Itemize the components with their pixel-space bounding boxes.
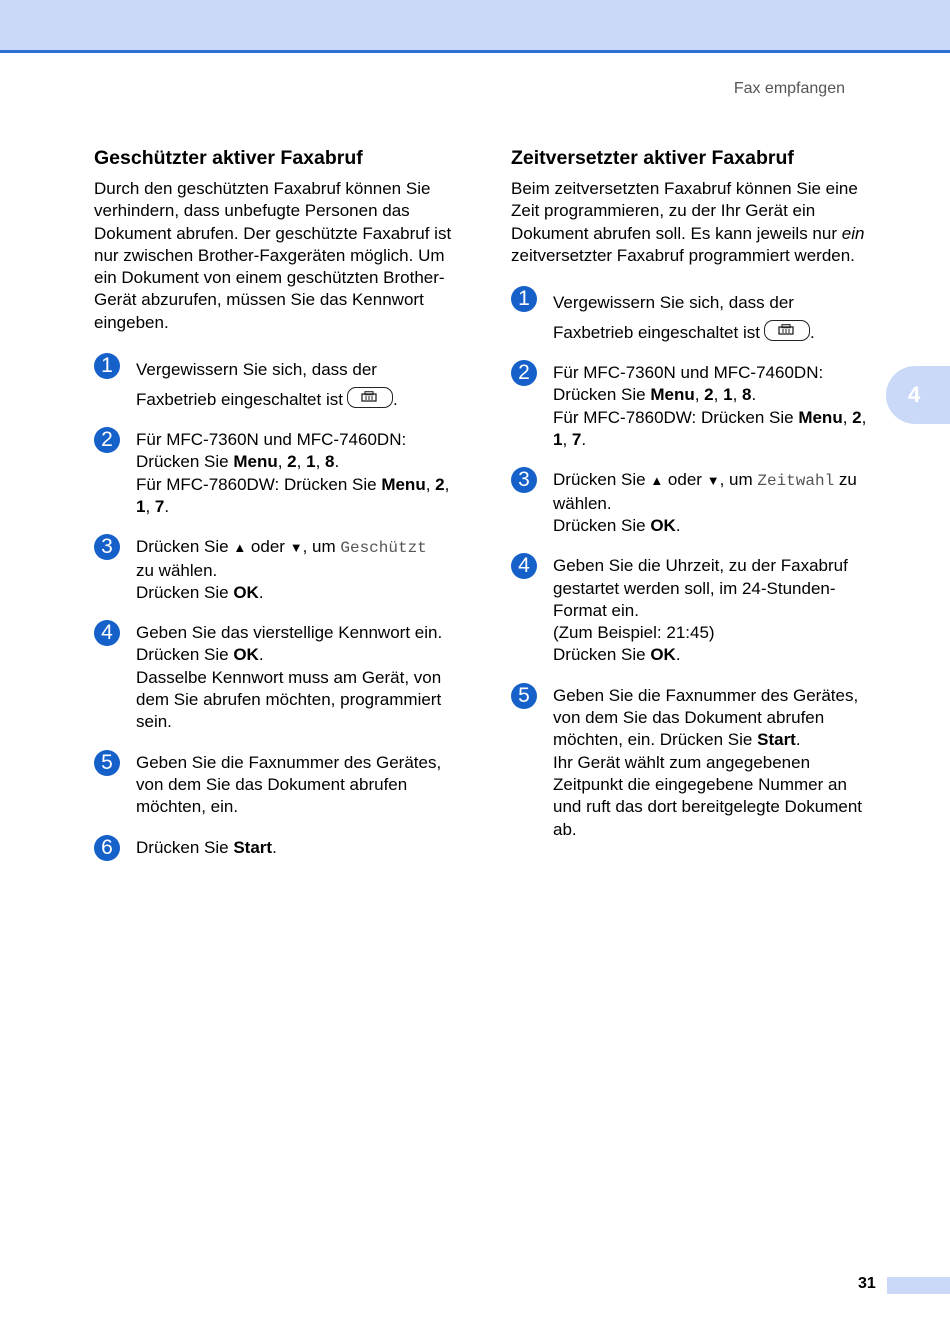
step-number: 5 (94, 750, 120, 776)
header-band (0, 0, 950, 53)
fax-key-icon (347, 387, 393, 408)
step-number: 4 (511, 553, 537, 579)
step-4: 4 Geben Sie das vierstellige Kennwort ein. Drücken Sie OK. Dasselbe Kennwort muss am Gerät, von dem Sie abrufen möchten, programmiert sein. (94, 622, 464, 733)
step-5: 5 Geben Sie die Faxnummer des Gerätes, von dem Sie das Dokument abrufen möchten, ein. (94, 752, 464, 819)
arrow-up-icon: ▲ (650, 473, 664, 489)
section-heading: Zeitversetzter aktiver Faxabruf (511, 147, 794, 169)
chapter-tab: 4 (886, 366, 950, 424)
step-5: 5 Geben Sie die Faxnummer des Gerätes, von dem Sie das Dokument abrufen möchten, ein. Drücken Sie Start. Ihr Gerät wählt zum angegebenen Zeitpunkt die eingegebene Nummer an und ruft das dort bereitgelegte Dokument ab. (511, 685, 876, 841)
right-column (511, 146, 876, 859)
page-number: 31 (858, 1275, 876, 1292)
arrow-down-icon: ▼ (706, 473, 720, 489)
step-2: 2 Für MFC-7360N und MFC-7460DN: Drücken Sie Menu, 2, 1, 8. Für MFC-7860DW: Drücken Sie Menu, 2, 1, 7. (94, 429, 464, 518)
left-column (94, 146, 464, 877)
section-heading: Geschützter aktiver Faxabruf (94, 147, 363, 169)
running-title: Fax empfangen (733, 80, 845, 97)
step-number: 3 (511, 467, 537, 493)
footer-bar (887, 1277, 950, 1294)
intro-paragraph: Durch den geschützten Faxabruf können Sie verhindern, dass unbefugte Personen das Dokument abrufen. Der geschützte Faxabruf ist nur zwischen Brother-Faxgeräten möglich. Um ein Dokument von einem geschützten Brother-Gerät abzurufen, müssen Sie das Kennwort eingeben. (94, 179, 452, 332)
intro-paragraph: Beim zeitversetzten Faxabruf können Sie eine Zeit programmieren, zu der Ihr Gerät ein Dokument abrufen soll. Es kann jeweils nur ein zeitversetzter Faxabruf programmiert werden. (511, 179, 865, 265)
step-1: 1 Vergewissern Sie sich, dass der Faxbetrieb eingeschaltet ist . (511, 288, 876, 348)
step-3: 3 Drücken Sie ▲ oder ▼, um Geschützt zu wählen. Drücken Sie OK. (94, 536, 464, 604)
menu-option: Zeitwahl (757, 472, 835, 491)
step-2: 2 Für MFC-7360N und MFC-7460DN: Drücken Sie Menu, 2, 1, 8. Für MFC-7860DW: Drücken Sie Menu, 2, 1, 7. (511, 362, 876, 451)
step-3: 3 Drücken Sie ▲ oder ▼, um Zeitwahl zu wählen. Drücken Sie OK. (511, 469, 876, 537)
step-number: 2 (94, 427, 120, 453)
step-number: 5 (511, 683, 537, 709)
step-6: 6 Drücken Sie Start. (94, 837, 464, 859)
step-number: 4 (94, 620, 120, 646)
menu-option: Geschützt (340, 539, 427, 558)
step-number: 1 (94, 353, 120, 379)
step-number: 1 (511, 286, 537, 312)
step-number: 2 (511, 360, 537, 386)
fax-key-icon (764, 320, 810, 341)
step-number: 3 (94, 534, 120, 560)
step-4: 4 Geben Sie die Uhrzeit, zu der Faxabruf gestartet werden soll, im 24-Stunden-Format ein. (Zum Beispiel: 21:45) Drücken Sie OK. (511, 555, 876, 666)
step-number: 6 (94, 835, 120, 861)
arrow-down-icon: ▼ (289, 540, 303, 556)
arrow-up-icon: ▲ (233, 540, 247, 556)
step-1: 1 Vergewissern Sie sich, dass der Faxbetrieb eingeschaltet ist . (94, 355, 464, 415)
